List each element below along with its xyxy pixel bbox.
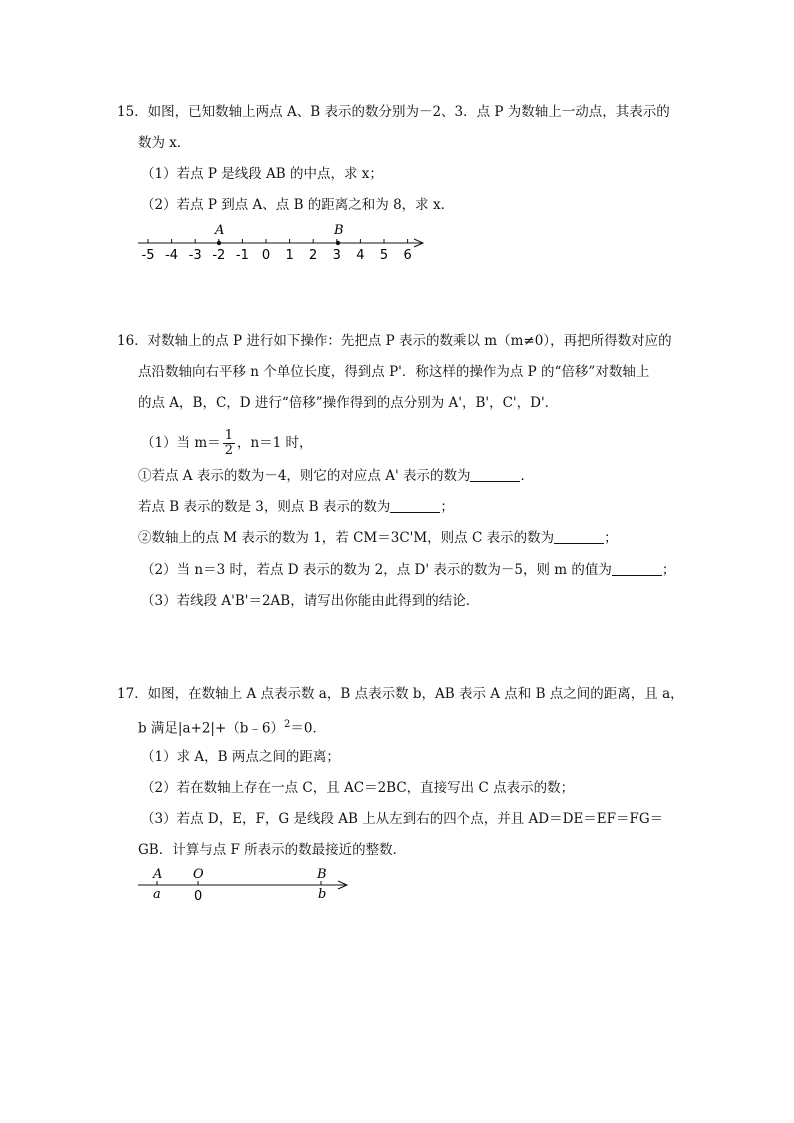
q16-sub1b-text: 若点 B 表示的数是 3，则点 B 表示的数为	[138, 499, 391, 515]
q16-part-3: （3）若线段 A'B'＝2AB，请写出你能由此得到的结论．	[141, 593, 480, 609]
q17-part-1: （1）求 A，B 两点之间的距离；	[141, 749, 340, 765]
q15-tick-label: -3	[188, 248, 202, 262]
q17-label-o: O	[193, 867, 204, 882]
q16-sub1a-text: ①若点 A 表示的数为－4，则它的对应点 A' 表示的数为	[138, 468, 471, 484]
q15-number-line	[132, 222, 432, 262]
q15-number: 15	[117, 104, 135, 120]
q16-sub-1a	[138, 466, 534, 486]
q16-stem-line-1	[117, 331, 672, 351]
q16-part2-end: ；	[661, 562, 676, 578]
q16-fraction-numerator: 1	[224, 428, 233, 443]
q15-tick-label: -1	[235, 248, 249, 262]
q17-part-3-line-1: （3）若点 D，E，F，G 是线段 AB 上从左到右的四个点，并且 AD＝DE＝EF＝FG＝	[141, 811, 664, 827]
q16-part1-suffix: ，n＝1 时，	[236, 435, 313, 451]
q15-tick-label: 1	[285, 248, 294, 262]
q15-stem-line-2: 数为 x．	[138, 135, 191, 151]
q16-number: 16	[117, 333, 135, 349]
q17-number-line	[134, 864, 364, 904]
q16-sub-2	[138, 528, 618, 548]
q17-stem-1: ．如图，在数轴上 A 点表示数 a，B 点表示数 b，AB 表示 A 点和 B 点之间的距离，且 a，	[134, 686, 684, 702]
q15-tick-label: -4	[165, 248, 179, 262]
q17-value-a: a	[153, 887, 161, 902]
q15-tick-label: 3	[332, 248, 341, 262]
q16-fraction-denominator: 2	[224, 443, 233, 458]
q16-stem-1: ．对数轴上的点 P 进行如下操作：先把点 P 表示的数乘以 m（m≠0），再把所得数对应的	[134, 333, 672, 349]
q16-sub2-end: ；	[604, 530, 618, 546]
q15-part-1: （1）若点 P 是线段 AB 的中点，求 x；	[141, 166, 383, 182]
q16-fraction	[223, 429, 235, 458]
q15-tick-label: 5	[379, 248, 389, 262]
q17-value-b: b	[318, 887, 327, 902]
q15-tick-label: 0	[261, 248, 271, 262]
q16-part-2	[141, 560, 675, 580]
q15-point-b-label: B	[334, 223, 344, 238]
q15-stem-1: ．如图，已知数轴上两点 A、B 表示的数分别为－2、3．点 P 为数轴上一动点，其表示的	[134, 104, 670, 120]
q17-number: 17	[117, 686, 135, 702]
q16-part1-prefix: （1）当 m＝	[141, 435, 221, 451]
q15-point-a-dot	[217, 241, 221, 245]
q16-sub1b-end: ；	[440, 499, 454, 515]
q17-value-o: 0	[194, 889, 203, 904]
q15-tick-label: 4	[356, 248, 365, 262]
q17-label-a: A	[153, 867, 163, 882]
q16-blank-3	[554, 529, 604, 544]
q17-exponent: 2	[284, 719, 291, 730]
q17-stem-2-suffix: ＝0．	[290, 720, 326, 737]
q16-part2-text: （2）当 n＝3 时，若点 D 表示的数为 2，点 D' 表示的数为－5，则 m 的值为	[141, 562, 612, 578]
q15-part-2: （2）若点 P 到点 A、点 B 的距离之和为 8，求 x．	[141, 197, 455, 213]
q15-point-b-dot	[336, 241, 340, 245]
q16-sub-1b	[138, 497, 454, 517]
q15-tick-label: 6	[403, 248, 412, 262]
q15-tick-label: -2	[212, 248, 226, 262]
q16-blank-4	[612, 561, 662, 576]
q16-sub2-text: ②数轴上的点 M 表示的数为 1，若 CM＝3C'M，则点 C 表示的数为	[138, 530, 555, 546]
q16-part-1	[141, 428, 313, 458]
q16-sub1a-end: ．	[520, 468, 534, 484]
q17-stem-line-2	[138, 715, 326, 739]
q15-tick-label: -5	[141, 248, 155, 262]
q16-blank-1	[470, 467, 520, 482]
q17-stem-line-1	[117, 684, 684, 704]
q17-part-3-line-2: GB．计算与点 F 所表示的数最接近的整数．	[138, 842, 407, 858]
q16-blank-2	[390, 498, 440, 513]
q17-label-b: B	[317, 867, 327, 882]
q15-stem-line-1	[117, 102, 670, 122]
q17-part-2: （2）若在数轴上存在一点 C，且 AC＝2BC，直接写出 C 点表示的数；	[141, 780, 575, 796]
q16-stem-line-2: 点沿数轴向右平移 n 个单位长度，得到点 P'．称这样的操作为点 P 的“倍移”对数轴上	[138, 364, 650, 380]
q17-stem-2-prefix: b 满足|a+2|+（b﹣6）	[138, 720, 285, 737]
q15-point-a-label: A	[215, 223, 225, 238]
q16-stem-line-3: 的点 A，B，C，D 进行“倍移”操作得到的点分别为 A'，B'，C'，D'．	[138, 395, 559, 411]
q15-tick-label: 2	[309, 248, 318, 262]
